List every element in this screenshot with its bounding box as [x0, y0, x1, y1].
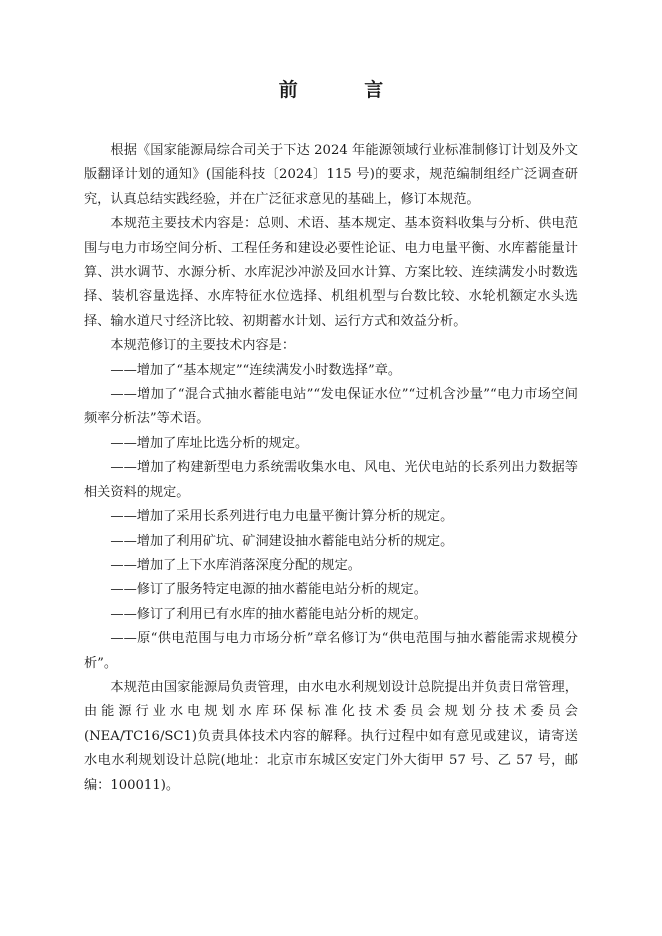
revision-item: ——原“供电范围与电力市场分析”章名修订为“供电范围与抽水蓄能需求规模分析”。 [84, 631, 578, 671]
paragraph-revision-intro: 本规范修订的主要技术内容是： [110, 338, 296, 354]
paragraph-main-content: 本规范主要技术内容是：总则、术语、基本规定、基本资料收集与分析、供电范围与电力市场空间分析、工程任务和建设必要性论证、电力电量平衡、水库蓄能量计算、洪水调节、水源分析、水库泥沙冲淤及回水计算、方案比较、连续满发小时数选择、装机容量选择、水库特征水位选择、机组机型与台数比较、水轮机额定水头选择、输水道尺寸经济比较、初期蓄水计划、运行方式和效益分析。 [84, 216, 578, 329]
revision-item: ——增加了采用长系列进行电力电量平衡计算分析的规定。 [110, 509, 454, 525]
revision-item: ——增加了利用矿坑、矿洞建设抽水蓄能电站分析的规定。 [110, 533, 454, 549]
revision-item: ——修订了服务特定电源的抽水蓄能电站分析的规定。 [110, 582, 427, 598]
paragraph-management: 本规范由国家能源局负责管理，由水电水利规划设计总院提出并负责日常管理，由能源行业水电规划水库环保标准化技术委员会规划分技术委员会(NEA/TC16/SC1)负责具体技术内容的解释。执行过程中如有意见或建议，请寄送水电水利规划设计总院(地址：北京市东城区安定门外大街甲 57 号、乙 57 号，邮编：100011)。 [84, 679, 578, 793]
preface-body [84, 139, 578, 798]
paragraph-basis: 根据《国家能源局综合司关于下达 2024 年能源领域行业标准制修订计划及外文版翻译计划的通知》(国能科技〔2024〕115 号)的要求，规范编制组经广泛调查研究，认真总结实践经验，并在广泛征求意见的基础上，修订本规范。 [84, 143, 578, 207]
revision-item: ——增加了构建新型电力系统需收集水电、风电、光伏电站的长系列出力数据等相关资料的规定。 [84, 460, 578, 500]
revision-item: ——增加了“基本规定”“连续满发小时数选择”章。 [110, 362, 402, 378]
revision-item: ——增加了“混合式抽水蓄能电站”“发电保证水位”“过机含沙量”“电力市场空间频率分析法”等术语。 [84, 387, 578, 427]
revision-item: ——增加了上下水库消落深度分配的规定。 [110, 557, 361, 573]
revision-item: ——增加了库址比选分析的规定。 [110, 435, 309, 451]
page-title: 前 言 [278, 79, 414, 101]
revision-item: ——修订了利用已有水库的抽水蓄能电站分析的规定。 [110, 606, 427, 622]
